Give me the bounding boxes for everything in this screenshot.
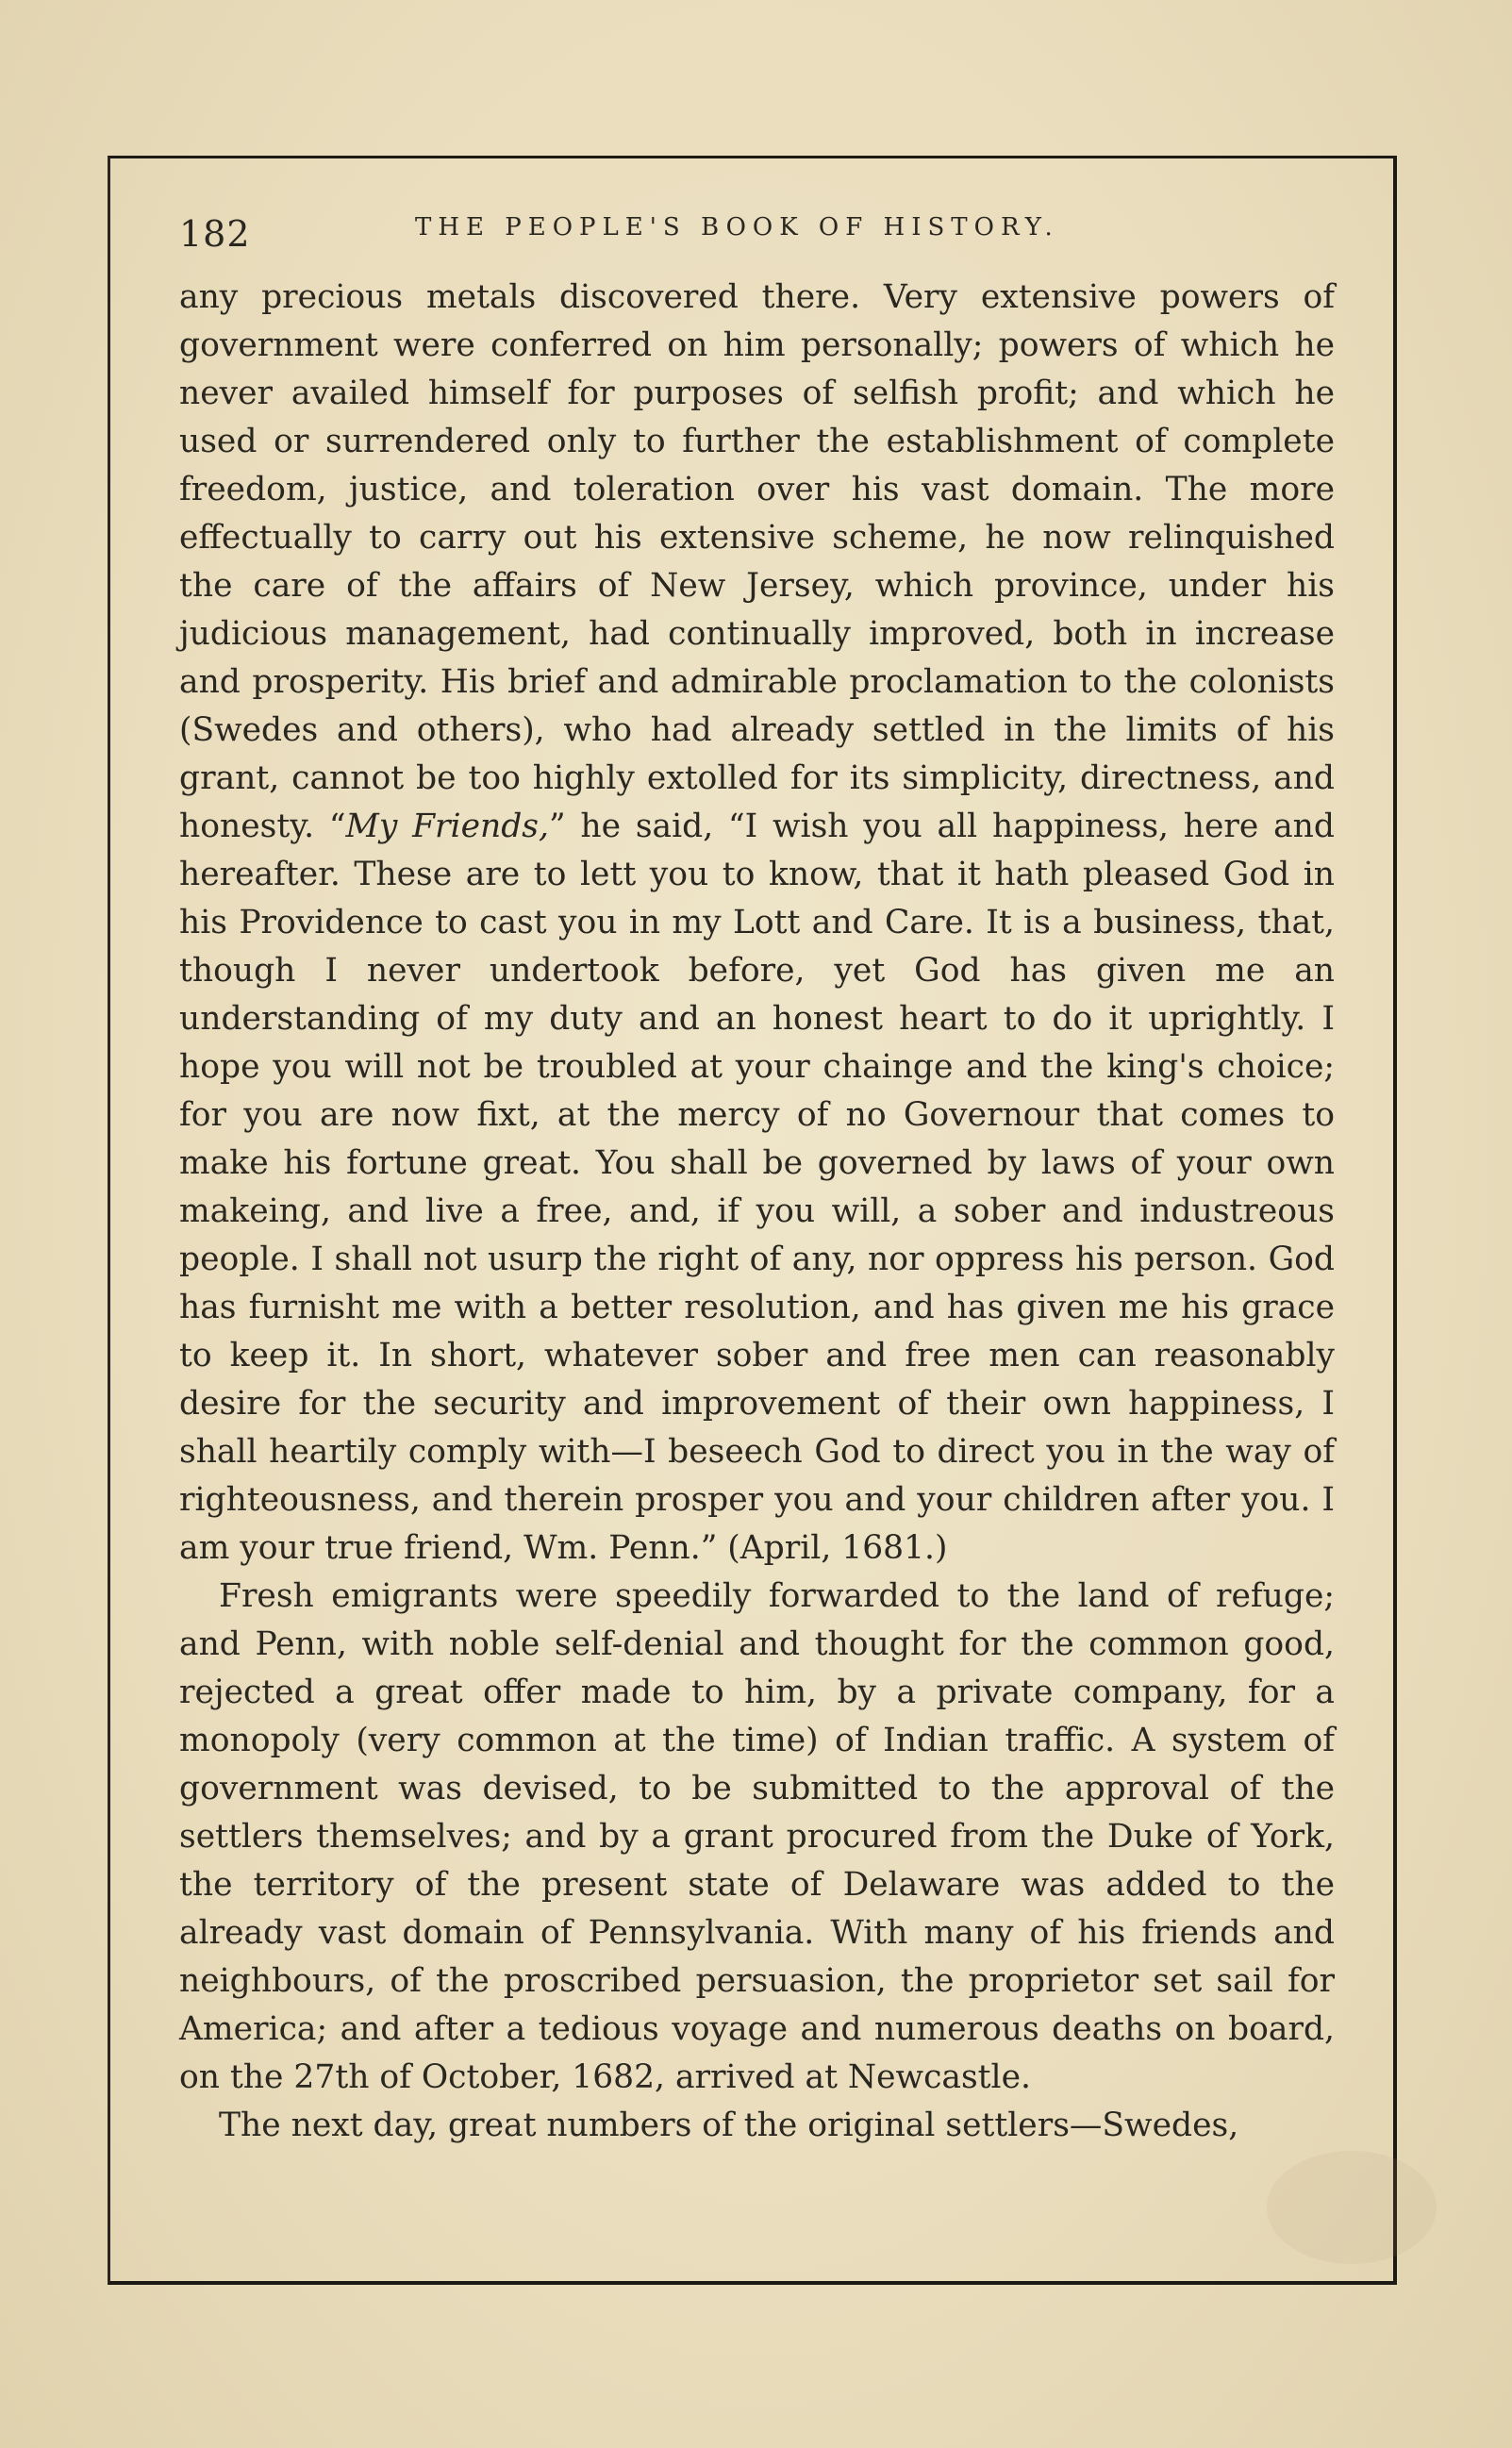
paper-stain bbox=[1267, 2151, 1437, 2264]
paragraph-text: ” he said, “I wish you all happiness, here and hereafter. These are to lett you to know, that it hath pleased God in his Providence to cast you in my Lott and Care. It is a business, that, though I never undertook before, yet God has given me an understanding of my duty and an honest heart to do it uprightly. I hope you will not be troubled at your chainge and the king's choice; for you are now fixt, at the mercy of no Governour that comes to make his fortune great. You shall be governed by laws of your own makeing, and live a free, and, if you will, a sober and industreous people. I shall not usurp the right of any, nor oppress his person. God has furnisht me with a better resolution, and has given me his grace to keep it. In short, whatever sober and free men can reasonably desire for the security and improvement of their own happiness, I shall heartily comply with—I beseech God to direct you in the way of righteousness, and therein prosper you and your children after you. I am your true friend, Wm. Penn.” (April, 1681.) bbox=[179, 808, 1335, 1567]
page-number: 182 bbox=[179, 213, 251, 255]
italic-quote: My Friends, bbox=[345, 808, 549, 845]
paragraph-emigrants: Fresh emigrants were speedily forwarded to the land of refuge; and Penn, with noble self-denial and thought for the common good, rejected a great offer made to him, by a private company, for a monopoly (very common at the time) of Indian traffic. A system of government was devised, to be submitted to the approval of the settlers themselves; and by a grant procured from the Duke of York, the territory of the present state of Delaware was added to the already vast domain of Pennsylvania. With many of his friends and neighbours, of the proscribed persuasion, the proprietor set sail for America; and after a tedious voyage and numerous deaths on board, on the 27th of October, 1682, arrived at Newcastle. bbox=[179, 1577, 1335, 2096]
paragraph-text: any precious metals discovered there. Very extensive powers of government were conferred on him personally; powers of which he never availed himself for purposes of selfish profit; and which he used or surrendered only to further the establishment of complete freedom, justice, and toleration over his vast domain. The more effectually to carry out his extensive scheme, he now relinquished the care of the affairs of New Jersey, which province, under his judicious management, had continually improved, both in increase and prosperity. His brief and admirable proclamation to the colonists (Swedes and others), who had already settled in the limits of his grant, cannot be too highly extolled for its simplicity, directness, and honesty. “ bbox=[179, 278, 1335, 845]
book-title: THE PEOPLE'S BOOK OF HISTORY. bbox=[415, 213, 1059, 241]
body-text bbox=[179, 274, 1335, 2150]
running-head bbox=[179, 206, 1405, 262]
paragraph-proclamation bbox=[179, 274, 1335, 1573]
paragraph-next-day: The next day, great numbers of the original settlers—Swedes, bbox=[219, 2107, 1239, 2144]
